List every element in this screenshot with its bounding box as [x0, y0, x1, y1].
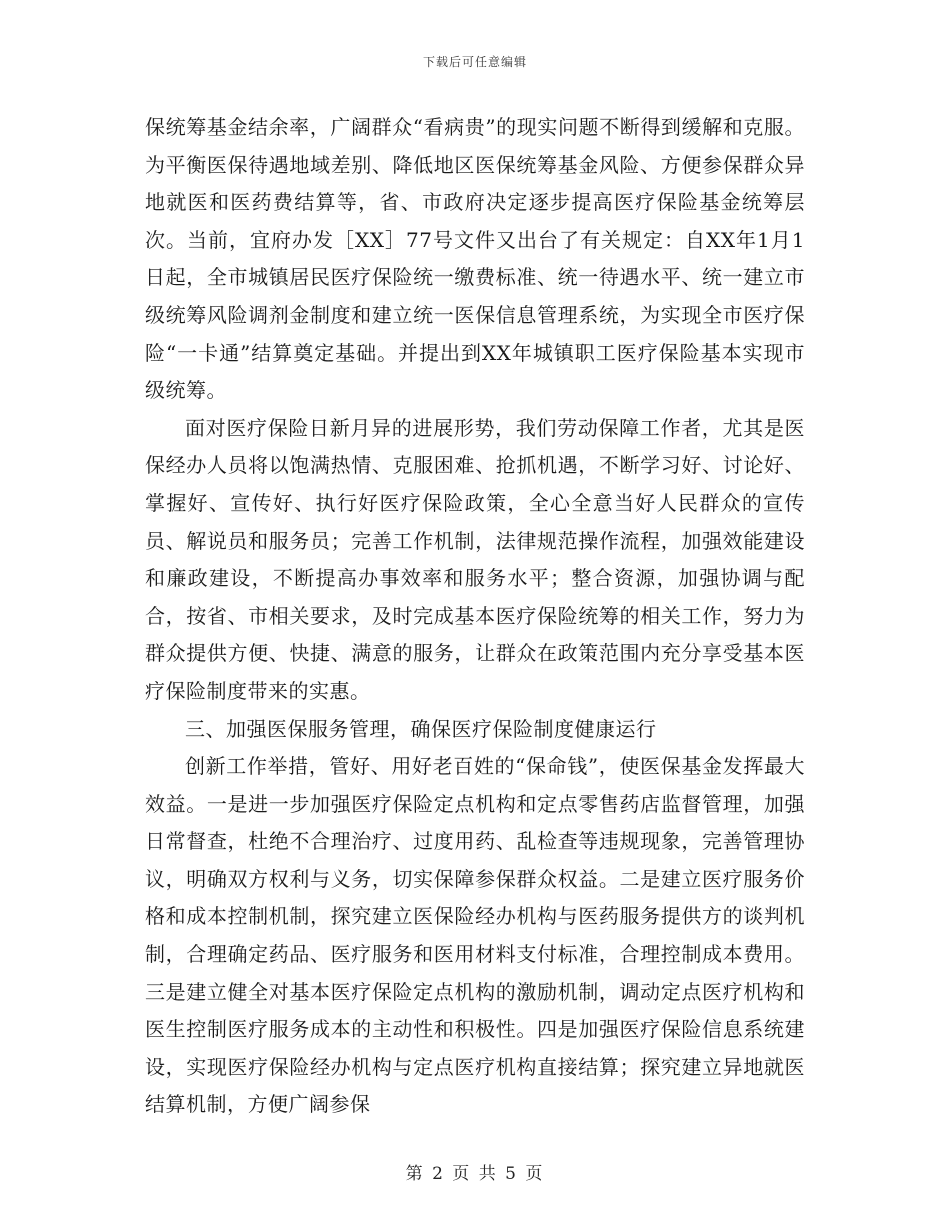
document-body [145, 109, 805, 1124]
page-number-footer: 第 2 页 共 5 页 [405, 1164, 545, 1184]
header-note: 下载后可任意编辑 [422, 55, 527, 69]
paragraph-continuation: 保统筹基金结余率，广阔群众“看病贵”的现实问题不断得到缓解和克服。为平衡医保待遇地域差别、降低地区医保统筹基金风险、方便参保群众异地就医和医药费结算等，省、市政府决定逐步提高医疗保险基金统筹层次。当前，宜府办发［XX］77号文件又出台了有关规定：自XX年1月1日起，全市城镇居民医疗保险统一缴费标准、统一待遇水平、统一建立市级统筹风险调剂金制度和建立统一医保信息管理系统，为实现全市医疗保险“一卡通”结算奠定基础。并提出到XX年城镇职工医疗保险基本实现市级统筹。 [145, 115, 805, 403]
section-heading-3: 三、加强医保服务管理，确保医疗保险制度健康运行 [185, 716, 657, 741]
paragraph-work-commitment: 面对医疗保险日新月异的进展形势，我们劳动保障工作者，尤其是医保经办人员将以饱满热情、克服困难、抢抓机遇，不断学习好、讨论好、掌握好、宣传好、执行好医疗保险政策，全心全意当好人民群众的宣传员、解说员和服务员；完善工作机制，法律规范操作流程，加强效能建设和廉政建设，不断提高办事效率和服务水平；整合资源，加强协调与配合，按省、市相关要求，及时完成基本医疗保险统筹的相关工作，努力为群众提供方便、快捷、满意的服务，让群众在政策范围内充分享受基本医疗保险制度带来的实惠。 [145, 415, 805, 703]
paragraph-service-management: 创新工作举措，管好、用好老百姓的“保命钱”，使医保基金发挥最大效益。一是进一步加强医疗保险定点机构和定点零售药店监督管理，加强日常督查，杜绝不合理治疗、过度用药、乱检查等违规现象，完善管理协议，明确双方权利与义务，切实保障参保群众权益。二是建立医疗服务价格和成本控制机制，探究建立医保险经办机构与医药服务提供方的谈判机制，合理确定药品、医疗服务和医用材料支付标准，合理控制成本费用。三是建立健全对基本医疗保险定点机构的激励机制，调动定点医疗机构和医生控制医疗服务成本的主动性和积极性。四是加强医疗保险信息系统建设，实现医疗保险经办机构与定点医疗机构直接结算；探究建立异地就医结算机制，方便广阔参保 [145, 754, 805, 1117]
